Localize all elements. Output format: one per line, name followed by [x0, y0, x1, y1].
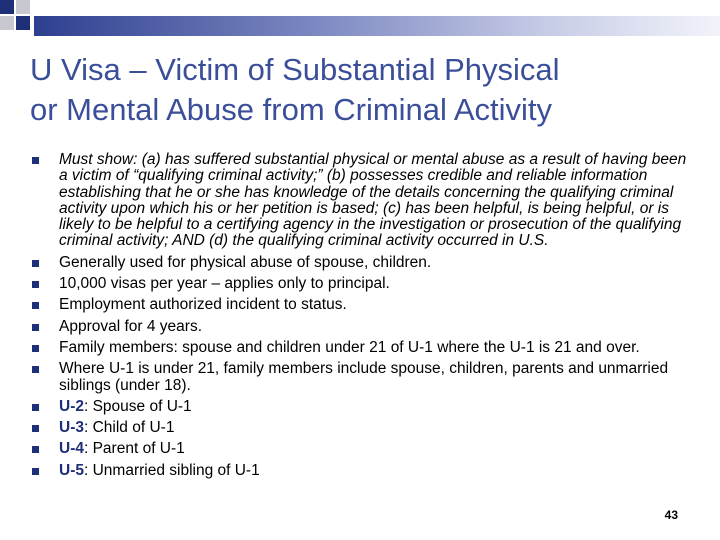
- bullet-item: [30, 420, 690, 436]
- square-bullet-icon: [32, 345, 39, 352]
- page-number: 43: [664, 508, 678, 522]
- bullet-item: [30, 399, 690, 415]
- square-bullet-icon: [32, 260, 39, 267]
- bullet-text: : Unmarried sibling of U-1: [83, 461, 260, 479]
- bullet-list: [30, 152, 690, 484]
- bullet-item: [30, 361, 690, 394]
- visa-code: U-3: [59, 419, 84, 437]
- bullet-text: : Parent of U-1: [83, 440, 185, 458]
- bullet-text: Must show: (a) has suffered substantial physical or mental abuse as a result of having been a victim of “qualifying criminal activity;” (b) possesses credible and reliable information establishing that he or she has knowledge of the details concerning the qualifying criminal activity upon which his or her petition is based; (c) has been helpful, is being helpful, or is likely to be helpful to a certifying agency in the investigation or prosecution of the qualifying criminal activity; AND (d) the qualifying criminal activity occurred in U.S.: [59, 151, 687, 250]
- square-bullet-icon: [32, 425, 39, 432]
- bullet-text: Where U-1 is under 21, family members include spouse, children, parents and unmarried siblings (under 18).: [59, 360, 669, 394]
- square-bullet-icon: [32, 157, 39, 164]
- corner-square-decoration: [16, 0, 30, 14]
- bullet-item: [30, 441, 690, 457]
- visa-code: U-5: [59, 461, 84, 479]
- bullet-item: [30, 152, 690, 250]
- slide-title-line-2: or Mental Abuse from Criminal Activity: [30, 92, 553, 127]
- bullet-item: [30, 463, 690, 479]
- bullet-item: [30, 340, 690, 356]
- corner-square-decoration: [0, 16, 14, 30]
- corner-square-decoration: [16, 16, 30, 30]
- square-bullet-icon: [32, 446, 39, 453]
- square-bullet-icon: [32, 404, 39, 411]
- slide-title: [30, 50, 714, 130]
- visa-code: U-2: [59, 397, 84, 415]
- bullet-text: Approval for 4 years.: [59, 317, 203, 335]
- bullet-text: Generally used for physical abuse of spouse, children.: [59, 253, 432, 271]
- bullet-text: : Spouse of U-1: [83, 397, 192, 415]
- square-bullet-icon: [32, 468, 39, 475]
- bullet-text: Family members: spouse and children under 21 of U-1 where the U-1 is 21 and over.: [59, 338, 640, 356]
- square-bullet-icon: [32, 281, 39, 288]
- corner-square-decoration: [0, 0, 14, 14]
- bullet-text: : Child of U-1: [83, 419, 175, 437]
- bullet-text: Employment authorized incident to status.: [59, 296, 347, 314]
- header-gradient-bar: [34, 16, 720, 36]
- bullet-item: [30, 255, 690, 271]
- square-bullet-icon: [32, 366, 39, 373]
- square-bullet-icon: [32, 302, 39, 309]
- bullet-item: [30, 319, 690, 335]
- slide-title-line-1: U Visa – Victim of Substantial Physical: [30, 52, 560, 87]
- bullet-item: [30, 297, 690, 313]
- bullet-text: 10,000 visas per year – applies only to principal.: [59, 275, 390, 293]
- square-bullet-icon: [32, 324, 39, 331]
- bullet-item: [30, 276, 690, 292]
- visa-code: U-4: [59, 440, 84, 458]
